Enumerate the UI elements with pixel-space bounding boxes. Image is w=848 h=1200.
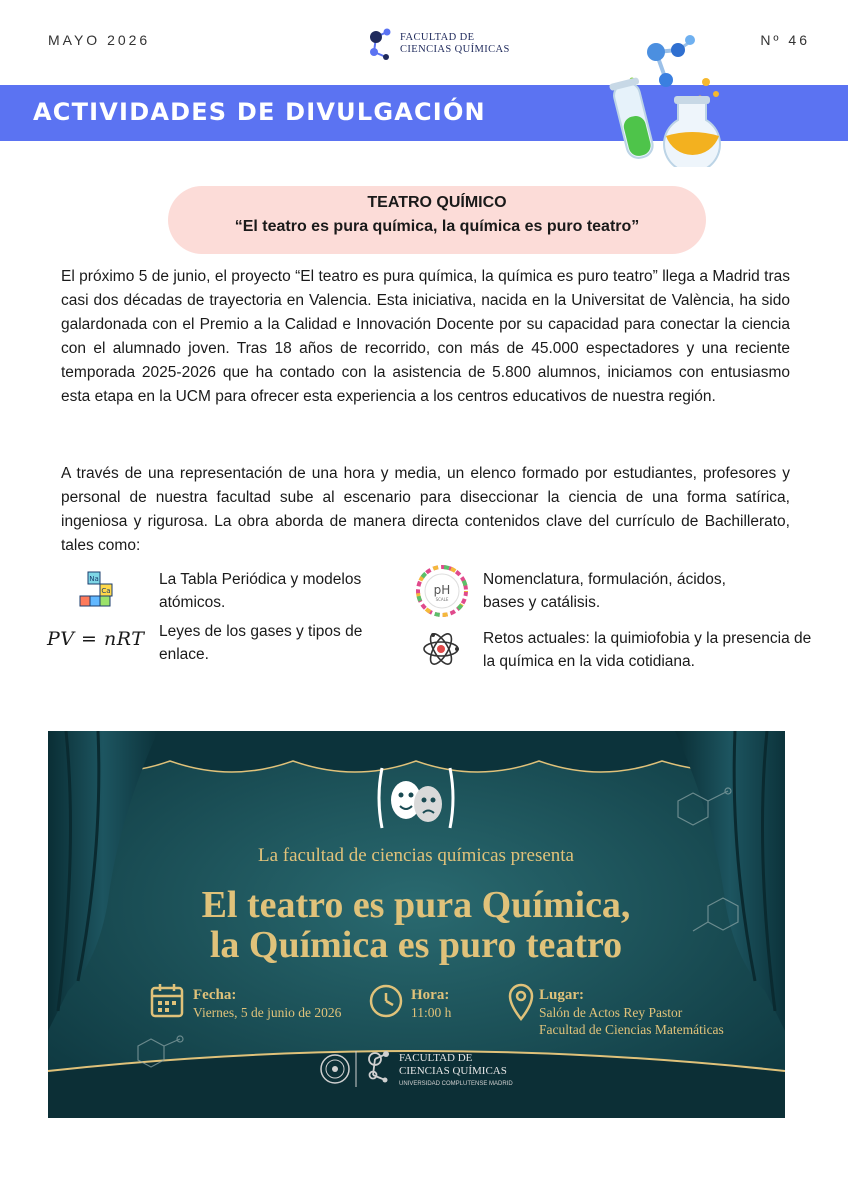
poster-lugar-label: Lugar:: [539, 987, 584, 1003]
topic-gas-laws: Leyes de los gases y tipos de enlace.: [159, 623, 363, 663]
poster-fecha-label: Fecha:: [193, 987, 237, 1003]
logo-line-2: CIENCIAS QUÍMICAS: [400, 44, 510, 55]
poster-logo-line-1: FACULTAD DE: [399, 1052, 473, 1064]
issue-date: MAYO 2026: [48, 32, 151, 48]
poster-lugar-value-1: Salón de Actos Rey Pastor: [539, 1005, 683, 1020]
ph-scale-icon: [415, 564, 469, 618]
poster-logo-line-2: CIENCIAS QUÍMICAS: [399, 1065, 507, 1077]
description-paragraph: A través de una representación de una hora y media, un elenco formado por estudiantes, profesores y personal de nuestra facultad sube al escenario para diseccionar la ciencia de una forma satírica, ingeniosa y rigurosa. La obra aborda de manera directa contenidos clave del currículo de Bachillerato, tales como:: [61, 465, 790, 554]
chemistry-flasks-icon: [606, 32, 736, 167]
poster-hora-value: 11:00 h: [411, 1005, 452, 1020]
intro-paragraph: El próximo 5 de junio, el proyecto “El teatro es pura química, la química es puro teatro” llega a Madrid tras casi dos décadas de trayectoria en Valencia. Esta iniciativa, nacida en la Universitat de València, ha sido galardonada con el Premio a la Calidad e Innovación Docente por su capacidad para conectar la ciencia con el alumnado joven. Tras 18 años de recorrido, con más de 45.000 espectadores y una reciente temporada 2025-2026 que ha contado con la asistencia de 5.800 alumnos, iniciamos con entusiasmo esta etapa en la UCM para ofrecer esta experiencia a los centros educativos de nuestra región.: [61, 268, 790, 405]
poster-title-line-2: la Química es puro teatro: [209, 924, 623, 966]
periodic-table-icon: [76, 571, 116, 611]
molecule-logo-icon: [366, 26, 394, 62]
poster-logo-line-3: UNIVERSIDAD COMPLUTENSE MADRID: [399, 1081, 513, 1087]
scale-label: SCALE: [435, 597, 449, 602]
highlight-box: [168, 186, 706, 254]
poster-title-line-1: El teatro es pura Química,: [201, 884, 631, 926]
poster-lugar-value-2: Facultad de Ciencias Matemáticas: [539, 1022, 724, 1037]
poster-fecha-value: Viernes, 5 de junio de 2026: [193, 1005, 342, 1020]
icon-label-ca: Ca: [101, 587, 111, 595]
gas-law-formula: PV = nRT: [47, 628, 145, 650]
topic-chemophobia: Retos actuales: la quimiofobia y la presencia de la química en la vida cotidiana.: [483, 630, 812, 670]
event-poster: [48, 731, 785, 1118]
highlight-quote: “El teatro es pura química, la química es puro teatro”: [234, 218, 640, 235]
topic-nomenclature: Nomenclatura, formulación, ácidos, bases y catálisis.: [483, 571, 726, 611]
atom-icon: [421, 629, 461, 669]
poster-presenter: La facultad de ciencias químicas presenta: [258, 845, 574, 866]
ph-label: pH: [433, 583, 451, 597]
faculty-logo: [366, 26, 510, 62]
logo-line-1: FACULTAD DE: [400, 32, 475, 43]
issue-number: Nº 46: [760, 32, 810, 48]
topic-periodic-table: La Tabla Periódica y modelos atómicos.: [159, 571, 362, 611]
highlight-title: TEATRO QUÍMICO: [367, 194, 507, 211]
poster-hora-label: Hora:: [411, 987, 450, 1003]
section-title: ACTIVIDADES DE DIVULGACIÓN: [33, 98, 486, 126]
icon-label-na: Na: [89, 575, 99, 583]
